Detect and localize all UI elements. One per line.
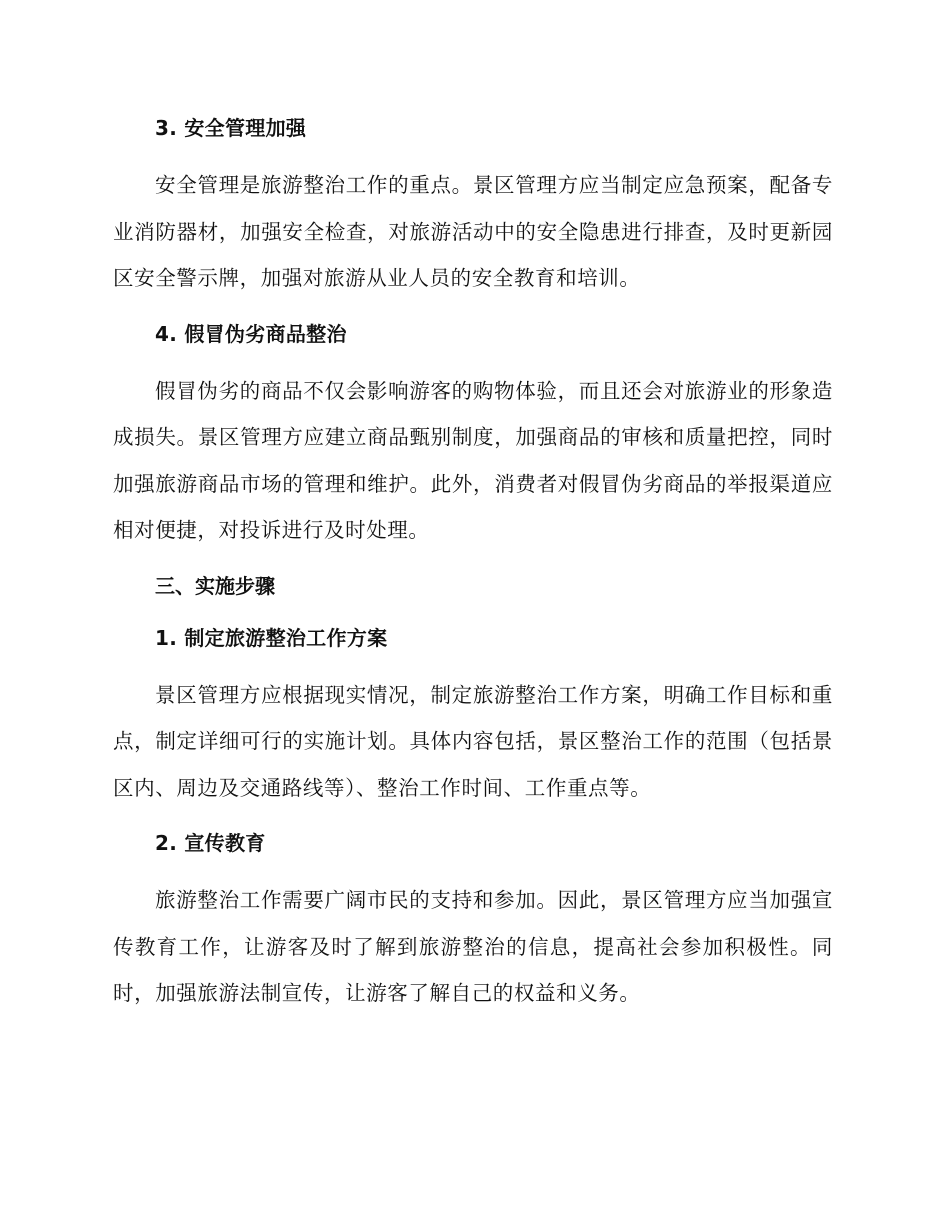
- chapter-heading-implementation: 三、实施步骤: [155, 573, 275, 598]
- step-heading-publicity: 2. 宣传教育: [155, 831, 266, 855]
- section-heading-counterfeit: 4. 假冒伪劣商品整治: [155, 321, 347, 346]
- section-paragraph-safety: 安全管理是旅游整治工作的重点。景区管理方应当制定应急预案，配备专业消防器材，加强安全检查，对旅游活动中的安全隐患进行排查，及时更新园区安全警示牌，加强对旅游从业人员的安全教育和培训。: [113, 173, 833, 290]
- section-paragraph-counterfeit: 假冒伪劣的商品不仅会影响游客的购物体验，而且还会对旅游业的形象造成损失。景区管理方应建立商品甄别制度，加强商品的审核和质量把控，同时加强旅游商品市场的管理和维护。此外，消费者对假冒伪劣商品的举报渠道应相对便捷，对投诉进行及时处理。: [113, 378, 833, 542]
- step-paragraph-publicity: 旅游整治工作需要广阔市民的支持和参加。因此，景区管理方应当加强宣传教育工作，让游客及时了解到旅游整治的信息，提高社会参加积极性。同时，加强旅游法制宣传，让游客了解自己的权益和义务。: [113, 888, 833, 1005]
- document-body: [113, 110, 833, 1031]
- step-paragraph-plan: 景区管理方应根据现实情况，制定旅游整治工作方案，明确工作目标和重点，制定详细可行的实施计划。具体内容包括，景区整治工作的范围（包括景区内、周边及交通路线等）、整治工作时间、工作重点等。: [113, 682, 833, 800]
- step-heading-plan: 1. 制定旅游整治工作方案: [155, 625, 388, 650]
- section-heading-safety: 3. 安全管理加强: [155, 116, 307, 140]
